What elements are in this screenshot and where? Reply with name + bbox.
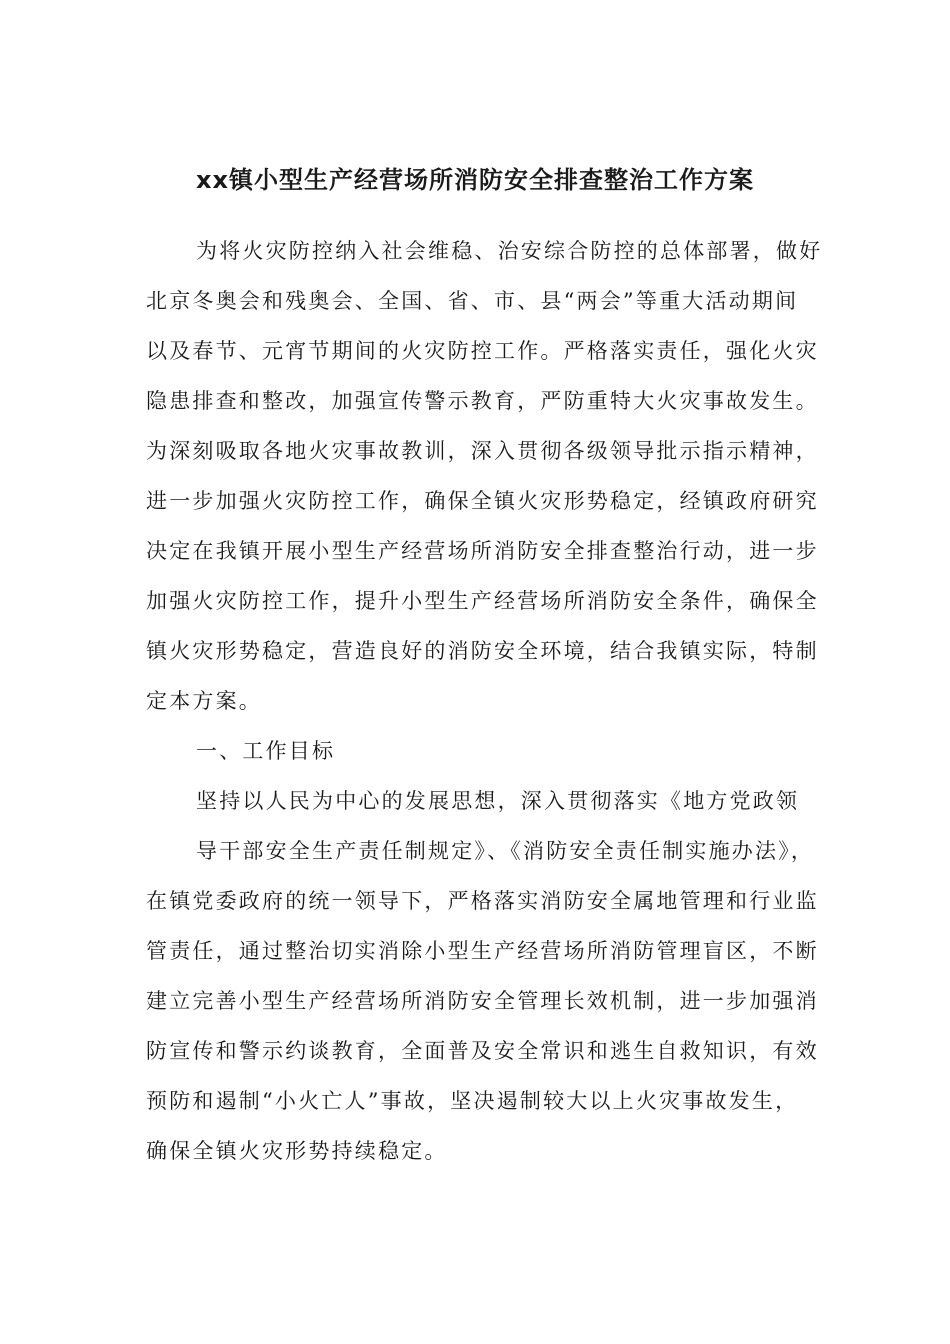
section-heading: 一、工作目标 [196,739,336,763]
paragraph-1-line: 定本方案。 [146,689,262,713]
paragraph-1-line: 北京冬奥会和残奥会、全国、省、市、县“两会”等重大活动期间 [146,289,799,313]
paragraph-2-line: 在镇党委政府的统一领导下，严格落实消防安全属地管理和行业监 [146,889,819,913]
paragraph-2-line: 导干部安全生产责任制规定》、《消防安全责任制实施办法》， [196,839,815,863]
paragraph-2-line: 确保全镇火灾形势持续稳定。 [146,1139,448,1163]
paragraph-1-line: 加强火灾防控工作，提升小型生产经营场所消防安全条件，确保全 [146,589,819,613]
paragraph-2-line: 预防和遏制“小火亡人”事故，坚决遏制较大以上火灾事故发生， [146,1089,799,1113]
paragraph-1-line: 决定在我镇开展小型生产经营场所消防安全排查整治行动，进一步 [146,539,819,563]
paragraph-2-line: 防宣传和警示约谈教育，全面普及安全常识和逃生自救知识，有效 [146,1039,819,1063]
document-title: xx镇小型生产经营场所消防安全排查整治工作方案 [196,166,754,194]
paragraph-2-line: 管责任，通过整治切实消除小型生产经营场所消防管理盲区，不断 [146,939,819,963]
paragraph-1-line: 为深刻吸取各地火灾事故教训，深入贯彻各级领导批示指示精神， [146,439,819,463]
paragraph-1-line: 隐患排查和整改，加强宣传警示教育，严防重特大火灾事故发生。 [146,389,819,413]
paragraph-1-line: 为将火灾防控纳入社会维稳、治安综合防控的总体部署，做好 [196,239,823,263]
paragraph-2-line: 建立完善小型生产经营场所消防安全管理长效机制，进一步加强消 [146,989,819,1013]
paragraph-1-line: 进一步加强火灾防控工作，确保全镇火灾形势稳定，经镇政府研究 [146,489,819,513]
paragraph-1-line: 镇火灾形势稳定，营造良好的消防安全环境，结合我镇实际，特制 [146,639,819,663]
paragraph-1-line: 以及春节、元宵节期间的火灾防控工作。严格落实责任，强化火灾 [146,339,819,363]
paragraph-2-line: 坚持以人民为中心的发展思想，深入贯彻落实《地方党政领 [196,789,800,813]
